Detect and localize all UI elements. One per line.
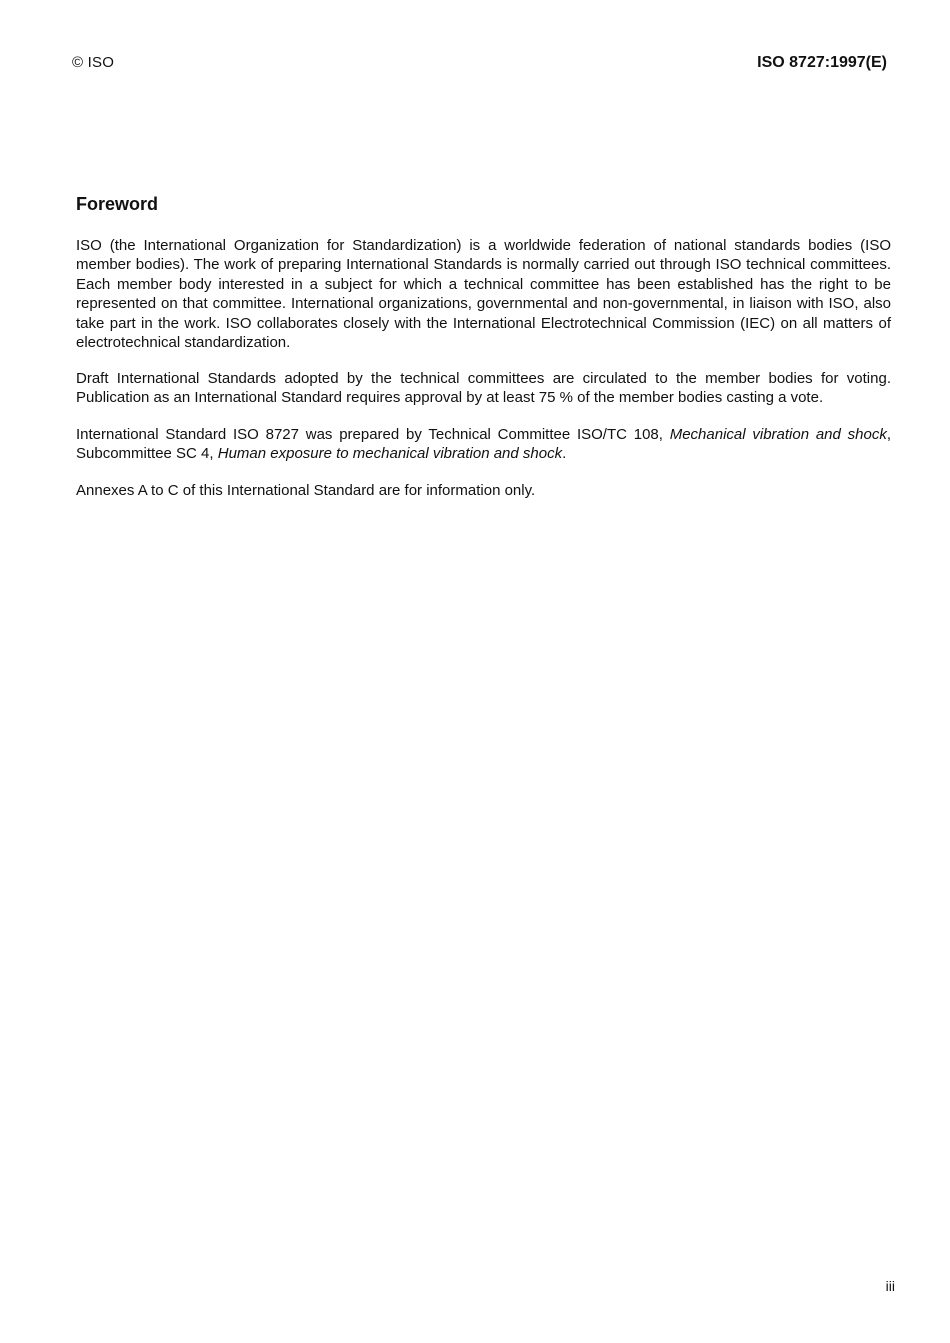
subcommittee-title: Human exposure to mechanical vibration and shock: [217, 445, 563, 463]
paragraph-3-text-2: , Subcommittee SC 4,: [76, 426, 891, 463]
foreword-paragraph-1: ISO (the International Organization for Standardization) is a worldwide federation of national standards bodies (ISO member bodies). The work of preparing International Standards is normally carried out through ISO technical committees. Each member body interested in a subject for which a technical committee has been established has the right to be represented on that committee. International organizations, governmental and non-governmental, in liaison with ISO, also take part in the work. ISO collaborates closely with the International Electrotechnical Commission (IEC) on all matters of electrotechnical standardization.: [76, 237, 891, 352]
document-identifier: ISO 8727:1997(E): [757, 54, 887, 71]
foreword-paragraph-4: Annexes A to C of this International Standard are for information only.: [76, 482, 536, 499]
foreword-paragraph-2: Draft International Standards adopted by the technical committees are circulated to the member bodies for voting. Publication as an International Standard requires approval by at least 75 % of the member bodies casting a vote.: [76, 370, 891, 407]
foreword-paragraph-3: [76, 425, 891, 464]
paragraph-3-text-1: International Standard ISO 8727 was prepared by Technical Committee ISO/TC 108,: [76, 426, 670, 443]
page-number: iii: [885, 1278, 895, 1294]
copyright-notice: © ISO: [72, 54, 115, 71]
foreword-title: Foreword: [76, 194, 159, 214]
paragraph-3-text-3: .: [562, 445, 567, 463]
committee-title: Mechanical vibration and shock: [669, 426, 887, 443]
